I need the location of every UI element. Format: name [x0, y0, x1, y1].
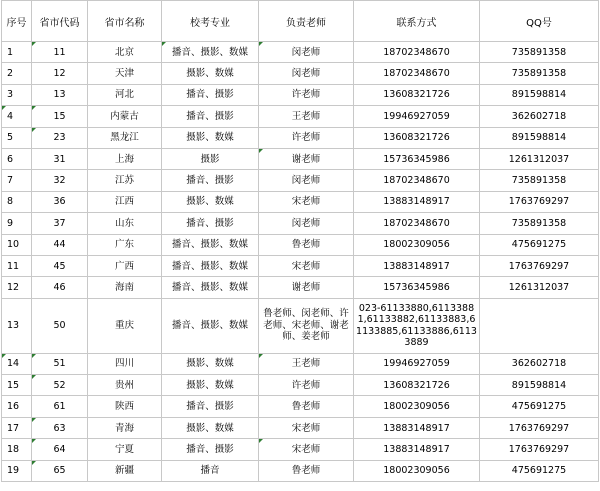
cell-province-code: 31 — [32, 148, 88, 169]
cell-major: 播音、摄影 — [162, 84, 259, 105]
cell-province-name: 青海 — [88, 417, 162, 438]
cell-province-code: 50 — [32, 298, 88, 353]
cell-contact: 15736345986 — [354, 277, 480, 298]
cell-province-name: 陕西 — [88, 396, 162, 417]
cell-teacher: 宋老师 — [259, 191, 354, 212]
cell-contact: 19946927059 — [354, 353, 480, 374]
header-index: 序号 — [2, 1, 32, 42]
cell-index: 12 — [2, 277, 32, 298]
cell-contact: 18702348670 — [354, 42, 480, 63]
cell-qq: 1763769297 — [480, 417, 599, 438]
cell-province-code: 36 — [32, 191, 88, 212]
cell-qq — [480, 298, 599, 353]
cell-index: 8 — [2, 191, 32, 212]
cell-province-code: 23 — [32, 127, 88, 148]
cell-qq: 1261312037 — [480, 148, 599, 169]
cell-index: 6 — [2, 148, 32, 169]
header-contact: 联系方式 — [354, 1, 480, 42]
cell-qq: 475691275 — [480, 396, 599, 417]
table-row — [2, 42, 599, 63]
cell-qq: 1763769297 — [480, 439, 599, 460]
cell-teacher: 鲁老师 — [259, 460, 354, 481]
cell-index: 18 — [2, 439, 32, 460]
cell-teacher: 闵老师 — [259, 213, 354, 234]
cell-major: 播音、摄影、数媒 — [162, 255, 259, 276]
table-row — [2, 439, 599, 460]
cell-province-name: 新疆 — [88, 460, 162, 481]
cell-province-name: 河北 — [88, 84, 162, 105]
cell-contact: 18702348670 — [354, 213, 480, 234]
cell-qq: 735891358 — [480, 213, 599, 234]
table-row — [2, 255, 599, 276]
cell-contact: 15736345986 — [354, 148, 480, 169]
cell-province-code: 37 — [32, 213, 88, 234]
cell-qq: 1763769297 — [480, 255, 599, 276]
cell-province-name: 四川 — [88, 353, 162, 374]
cell-qq: 735891358 — [480, 63, 599, 84]
cell-major: 播音 — [162, 460, 259, 481]
cell-index: 3 — [2, 84, 32, 105]
header-major: 校考专业 — [162, 1, 259, 42]
cell-province-code: 51 — [32, 353, 88, 374]
cell-index: 10 — [2, 234, 32, 255]
header-teacher: 负责老师 — [259, 1, 354, 42]
cell-teacher: 谢老师 — [259, 277, 354, 298]
table-row — [2, 298, 599, 353]
cell-contact: 13608321726 — [354, 375, 480, 396]
cell-index: 1 — [2, 42, 32, 63]
cell-province-code: 61 — [32, 396, 88, 417]
table-row — [2, 63, 599, 84]
cell-contact: 18702348670 — [354, 63, 480, 84]
header-qq: QQ号 — [480, 1, 599, 42]
cell-teacher: 鲁老师、闵老师、许老师、宋老师、谢老师、姜老师 — [259, 298, 354, 353]
cell-teacher: 宋老师 — [259, 255, 354, 276]
cell-contact: 13608321726 — [354, 84, 480, 105]
cell-index: 15 — [2, 375, 32, 396]
cell-contact: 13608321726 — [354, 127, 480, 148]
cell-province-name: 海南 — [88, 277, 162, 298]
cell-contact: 13883148917 — [354, 191, 480, 212]
table-row — [2, 170, 599, 191]
cell-qq: 475691275 — [480, 234, 599, 255]
cell-province-code: 13 — [32, 84, 88, 105]
cell-contact: 18002309056 — [354, 234, 480, 255]
cell-teacher: 闵老师 — [259, 63, 354, 84]
cell-major: 摄影、数媒 — [162, 127, 259, 148]
cell-province-code: 65 — [32, 460, 88, 481]
cell-teacher: 鲁老师 — [259, 396, 354, 417]
cell-qq: 891598814 — [480, 127, 599, 148]
cell-province-name: 广东 — [88, 234, 162, 255]
table-row — [2, 234, 599, 255]
cell-contact: 18002309056 — [354, 460, 480, 481]
cell-teacher: 王老师 — [259, 106, 354, 127]
cell-teacher: 王老师 — [259, 353, 354, 374]
cell-major: 播音、摄影 — [162, 439, 259, 460]
cell-teacher: 闵老师 — [259, 170, 354, 191]
cell-qq: 735891358 — [480, 42, 599, 63]
cell-teacher: 许老师 — [259, 375, 354, 396]
header-province-name: 省市名称 — [88, 1, 162, 42]
cell-major: 播音、摄影 — [162, 106, 259, 127]
table-row — [2, 106, 599, 127]
cell-province-code: 46 — [32, 277, 88, 298]
cell-province-name: 黑龙江 — [88, 127, 162, 148]
cell-major: 摄影、数媒 — [162, 353, 259, 374]
contact-table — [1, 0, 599, 482]
cell-province-code: 52 — [32, 375, 88, 396]
cell-province-name: 上海 — [88, 148, 162, 169]
cell-index: 19 — [2, 460, 32, 481]
cell-province-code: 64 — [32, 439, 88, 460]
table-row — [2, 460, 599, 481]
table-row — [2, 213, 599, 234]
cell-major: 摄影 — [162, 148, 259, 169]
table-row — [2, 277, 599, 298]
header-province-code: 省市代码 — [32, 1, 88, 42]
cell-major: 播音、摄影、数媒 — [162, 277, 259, 298]
table-row — [2, 353, 599, 374]
cell-province-name: 重庆 — [88, 298, 162, 353]
cell-teacher: 宋老师 — [259, 439, 354, 460]
cell-province-name: 贵州 — [88, 375, 162, 396]
cell-qq: 1261312037 — [480, 277, 599, 298]
cell-teacher: 闵老师 — [259, 42, 354, 63]
cell-index: 13 — [2, 298, 32, 353]
cell-major: 摄影、数媒 — [162, 191, 259, 212]
cell-major: 摄影、数媒 — [162, 417, 259, 438]
cell-major: 摄影、数媒 — [162, 375, 259, 396]
table-row — [2, 191, 599, 212]
cell-contact: 13883148917 — [354, 439, 480, 460]
cell-major: 播音、摄影 — [162, 170, 259, 191]
cell-province-code: 44 — [32, 234, 88, 255]
table-row — [2, 84, 599, 105]
cell-province-code: 63 — [32, 417, 88, 438]
cell-province-name: 江西 — [88, 191, 162, 212]
cell-province-name: 广西 — [88, 255, 162, 276]
cell-province-code: 32 — [32, 170, 88, 191]
cell-contact: 18702348670 — [354, 170, 480, 191]
cell-province-name: 江苏 — [88, 170, 162, 191]
cell-qq: 362602718 — [480, 353, 599, 374]
cell-major: 播音、摄影 — [162, 396, 259, 417]
cell-province-name: 山东 — [88, 213, 162, 234]
cell-index: 5 — [2, 127, 32, 148]
cell-teacher: 许老师 — [259, 127, 354, 148]
cell-major: 摄影、数媒 — [162, 63, 259, 84]
cell-index: 7 — [2, 170, 32, 191]
cell-teacher: 谢老师 — [259, 148, 354, 169]
cell-major: 播音、摄影、数媒 — [162, 42, 259, 63]
cell-province-code: 11 — [32, 42, 88, 63]
cell-contact: 18002309056 — [354, 396, 480, 417]
cell-teacher: 鲁老师 — [259, 234, 354, 255]
cell-province-name: 内蒙古 — [88, 106, 162, 127]
cell-index: 2 — [2, 63, 32, 84]
cell-qq: 1763769297 — [480, 191, 599, 212]
cell-qq: 475691275 — [480, 460, 599, 481]
cell-province-code: 12 — [32, 63, 88, 84]
cell-index: 4 — [2, 106, 32, 127]
cell-teacher: 许老师 — [259, 84, 354, 105]
cell-province-name: 天津 — [88, 63, 162, 84]
cell-province-name: 宁夏 — [88, 439, 162, 460]
cell-major: 播音、摄影 — [162, 213, 259, 234]
cell-province-code: 45 — [32, 255, 88, 276]
cell-index: 17 — [2, 417, 32, 438]
cell-qq: 735891358 — [480, 170, 599, 191]
cell-province-name: 北京 — [88, 42, 162, 63]
cell-index: 9 — [2, 213, 32, 234]
cell-contact: 023-61133880,61133881,61133882,61133883,61133885,61133886,61133889 — [354, 298, 480, 353]
table-row — [2, 148, 599, 169]
cell-major: 播音、摄影、数媒 — [162, 298, 259, 353]
cell-contact: 13883148917 — [354, 255, 480, 276]
cell-contact: 19946927059 — [354, 106, 480, 127]
cell-qq: 891598814 — [480, 84, 599, 105]
table-row — [2, 375, 599, 396]
cell-index: 11 — [2, 255, 32, 276]
cell-teacher: 宋老师 — [259, 417, 354, 438]
cell-qq: 362602718 — [480, 106, 599, 127]
cell-index: 14 — [2, 353, 32, 374]
cell-contact: 13883148917 — [354, 417, 480, 438]
cell-qq: 891598814 — [480, 375, 599, 396]
cell-province-code: 15 — [32, 106, 88, 127]
table-row — [2, 396, 599, 417]
table-row — [2, 127, 599, 148]
cell-major: 播音、摄影、数媒 — [162, 234, 259, 255]
table-row — [2, 417, 599, 438]
header-row — [2, 1, 599, 42]
cell-index: 16 — [2, 396, 32, 417]
